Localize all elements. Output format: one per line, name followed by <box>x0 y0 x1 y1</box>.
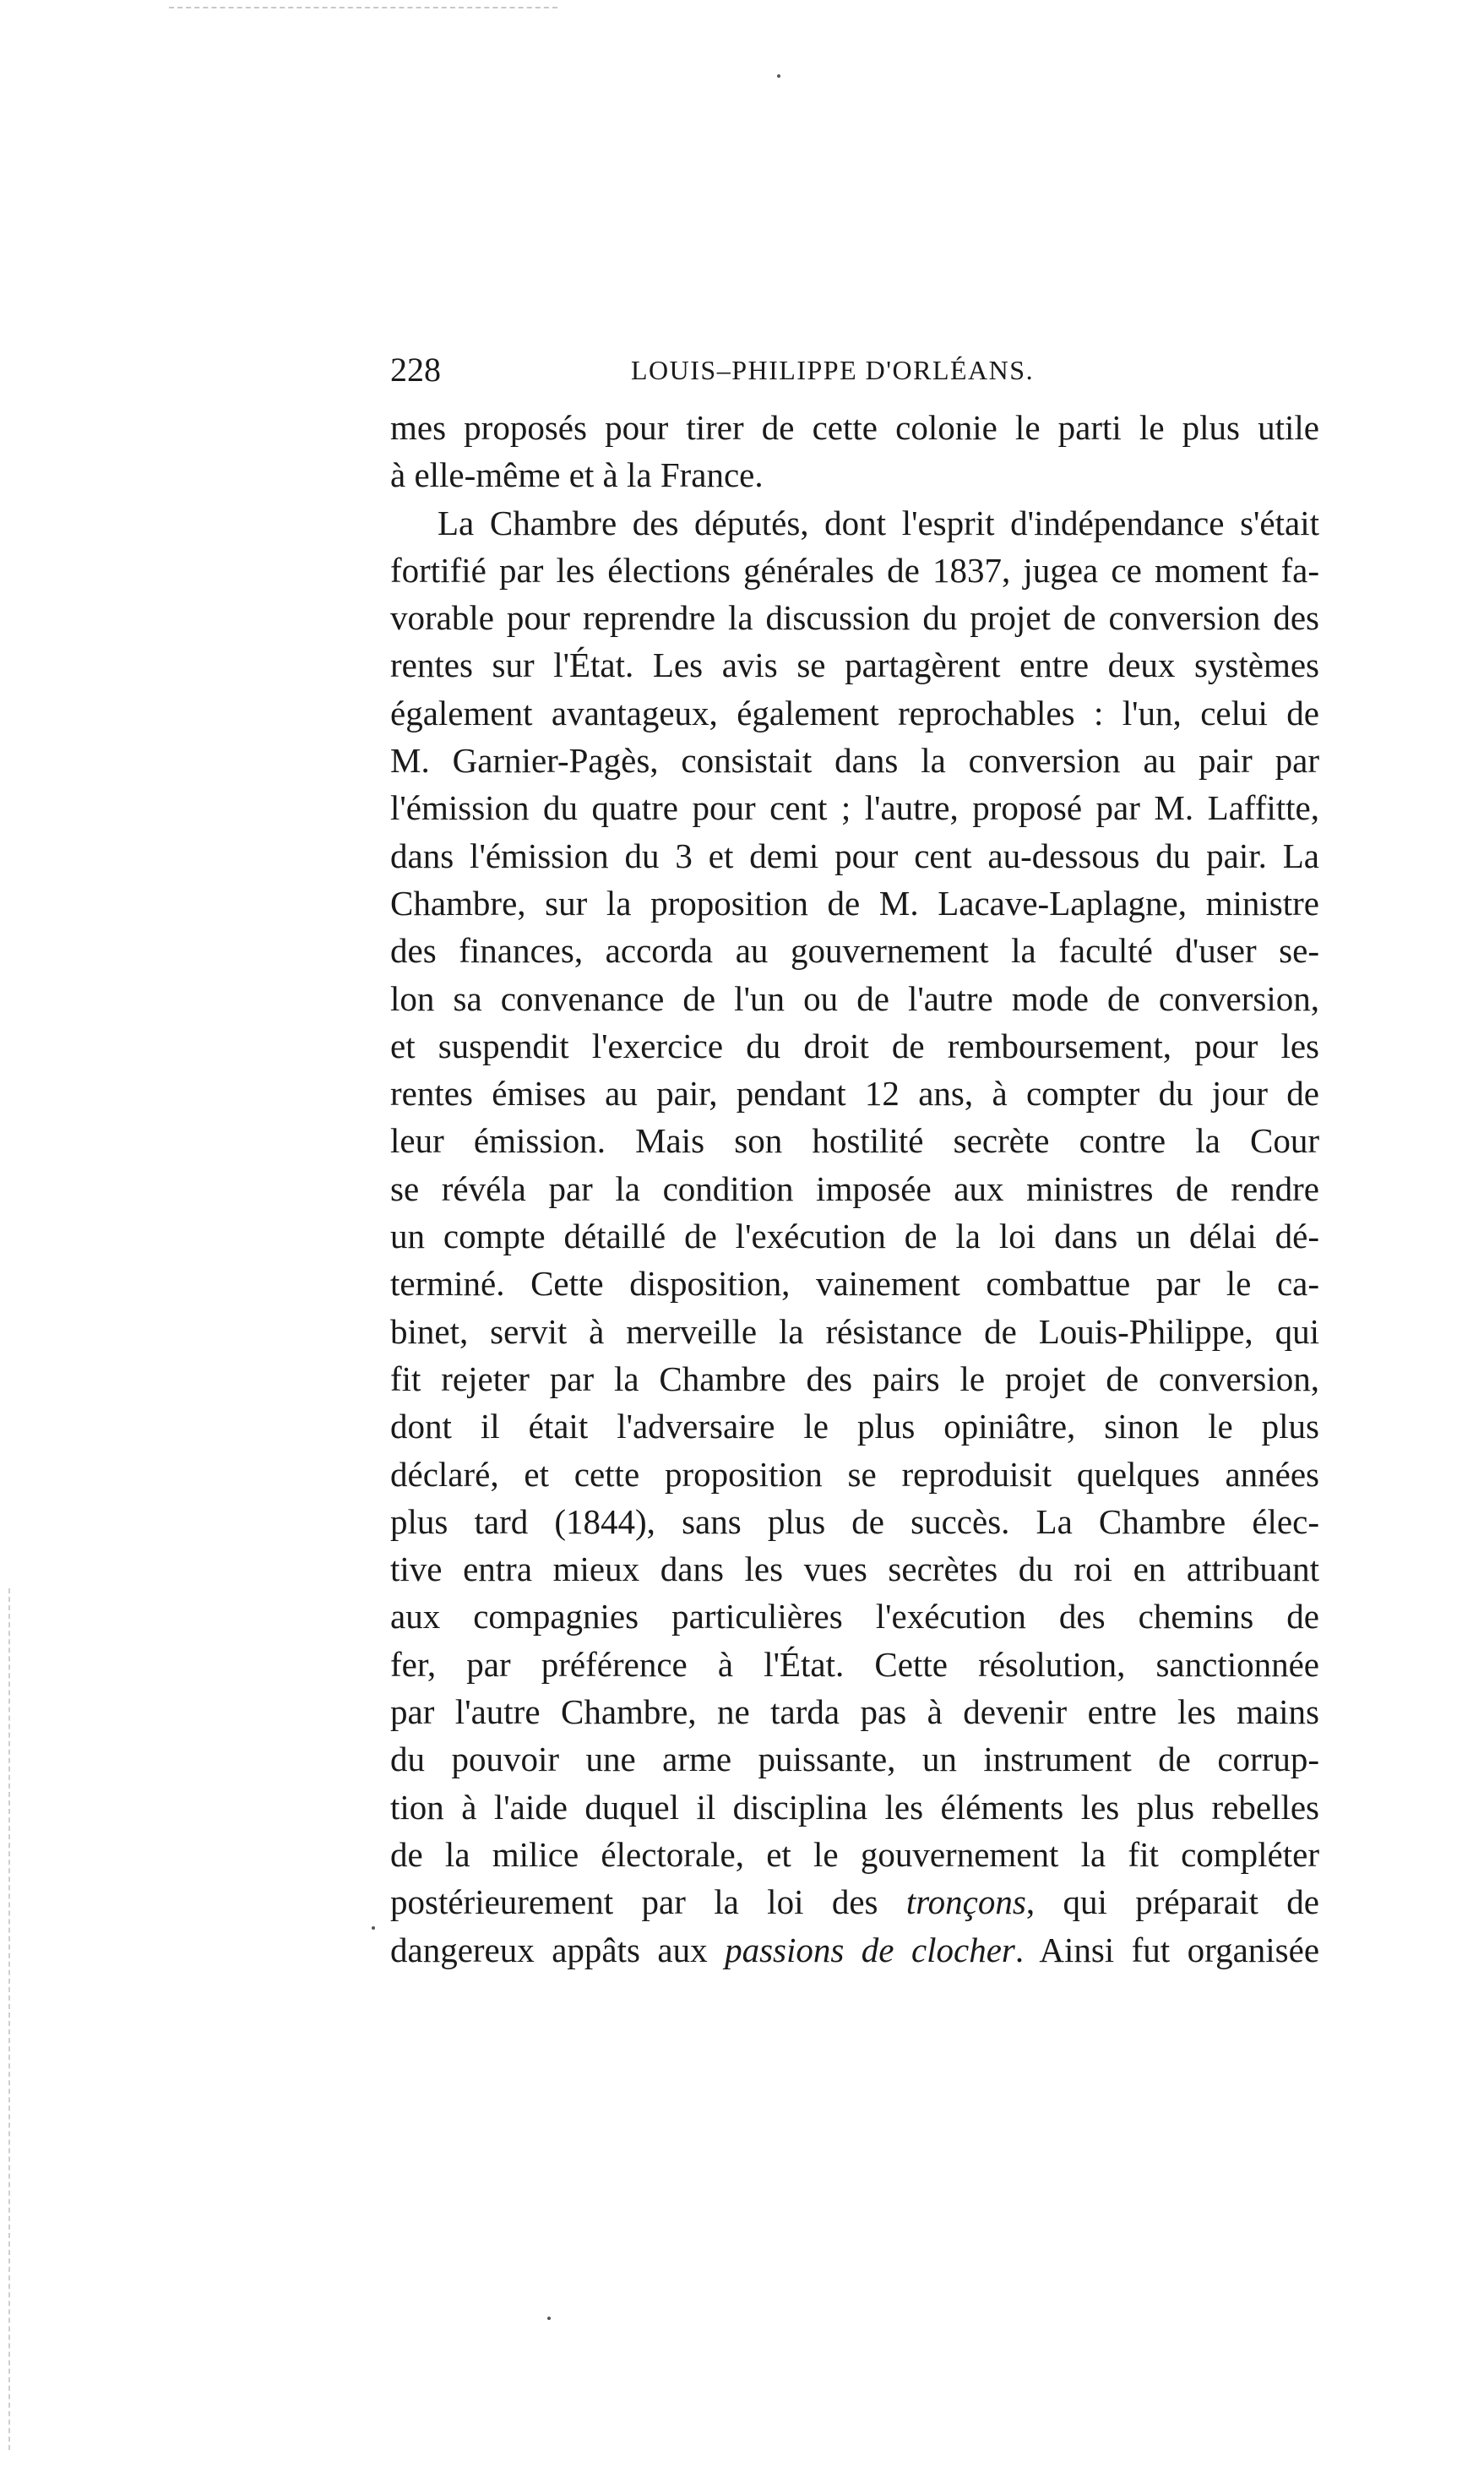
text-line: se révéla par la condition imposée aux ministres de rendre <box>390 1168 1319 1208</box>
text-line: plus tard (1844), sans plus de succès. La Chambre élec- <box>390 1501 1319 1541</box>
text-line: fortifié par les élections générales de 1837, jugea ce moment fa- <box>390 550 1319 590</box>
scan-speck <box>547 2317 551 2320</box>
text-line: M. Garnier-Pagès, consistait dans la conversion au pair par <box>390 741 1319 781</box>
text-line: tion à l'aide duquel il disciplina les éléments les plus rebelles <box>390 1787 1319 1827</box>
scan-artifact-top <box>169 7 557 12</box>
text-line: vorable pour reprendre la discussion du projet de conversion des <box>390 598 1319 638</box>
text-line: rentes sur l'État. Les avis se partagèrent entre deux systèmes <box>390 645 1319 685</box>
text-line: La Chambre des députés, dont l'esprit d'indépendance s'était <box>438 503 1319 542</box>
text-line: l'émission du quatre pour cent ; l'autre, proposé par M. Laffitte, <box>390 788 1319 828</box>
text-line: postérieurement par la loi des tronçons, qui préparait de <box>390 1882 1319 1922</box>
text-line: mes proposés pour tirer de cette colonie le parti le plus utile <box>390 408 1319 447</box>
page-number: 228 <box>390 351 441 389</box>
text-line: fer, par préférence à l'État. Cette résolution, sanctionnée <box>390 1644 1319 1684</box>
text-line: Chambre, sur la proposition de M. Lacave-Laplagne, ministre <box>390 883 1319 923</box>
text-line: fit rejeter par la Chambre des pairs le projet de conversion, <box>390 1359 1319 1398</box>
text-line: déclaré, et cette proposition se reproduisit quelques années <box>390 1454 1319 1494</box>
text-line: tive entra mieux dans les vues secrètes du roi en attribuant <box>390 1549 1319 1589</box>
text-line: par l'autre Chambre, ne tarda pas à devenir entre les mains <box>390 1692 1319 1732</box>
text-line: terminé. Cette disposition, vainement combattue par le ca- <box>390 1264 1319 1304</box>
text-line: un compte détaillé de l'exécution de la loi dans un délai dé- <box>390 1217 1319 1256</box>
text-line: aux compagnies particulières l'exécution des chemins de <box>390 1597 1319 1636</box>
text-line: des finances, accorda au gouvernement la faculté d'user se- <box>390 931 1319 971</box>
scan-speck <box>372 1926 375 1930</box>
text-line: du pouvoir une arme puissante, un instrument de corrup- <box>390 1740 1319 1779</box>
text-line: rentes émises au pair, pendant 12 ans, à compter du jour de <box>390 1074 1319 1114</box>
scan-speck <box>777 74 780 78</box>
text-line: dans l'émission du 3 et demi pour cent au-dessous du pair. La <box>390 836 1319 875</box>
text-line: dangereux appâts aux passions de clocher. Ainsi fut organisée <box>390 1930 1320 1969</box>
text-line: également avantageux, également reprochables : l'un, celui de <box>390 693 1319 732</box>
text-line: et suspendit l'exercice du droit de remboursement, pour les <box>390 1026 1319 1065</box>
body-text <box>390 404 1319 1974</box>
text-line: leur émission. Mais son hostilité secrète contre la Cour <box>390 1121 1319 1161</box>
text-line: lon sa convenance de l'un ou de l'autre mode de conversion, <box>390 978 1319 1018</box>
page-header <box>390 345 1319 395</box>
text-line: dont il était l'adversaire le plus opiniâtre, sinon le plus <box>390 1407 1319 1446</box>
text-line: de la milice électorale, et le gouvernement la fit compléter <box>390 1834 1319 1874</box>
running-title: LOUIS–PHILIPPE D'ORLÉANS. <box>631 355 1035 385</box>
text-line: binet, servit à merveille la résistance de Louis-Philippe, qui <box>390 1311 1319 1351</box>
text-line: à elle-même et à la France. <box>390 455 764 495</box>
scan-artifact-left-edge <box>8 1588 12 2450</box>
